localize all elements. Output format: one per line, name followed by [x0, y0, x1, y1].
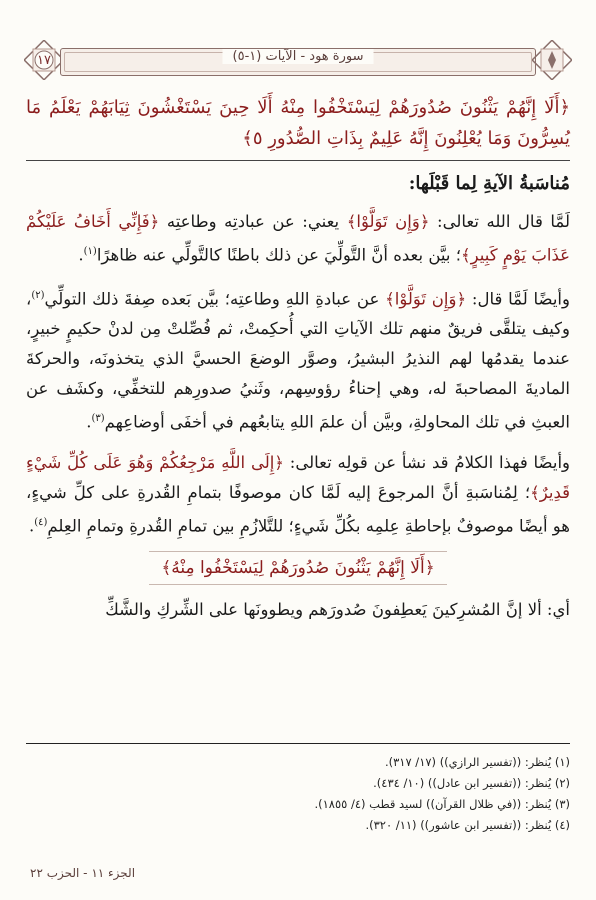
main-content — [26, 92, 570, 635]
quran-verse-top: ﴿أَلَا إِنَّهُمْ يَثْنُونَ صُدُورَهُمْ لِيَسْتَخْفُوا مِنْهُ أَلَا حِينَ يَسْتَغْشُونَ ثِيَابَهُمْ يَعْلَمُ مَا يُسِرُّونَ وَمَا يُعْلِنُونَ إِنَّهُ عَلِيمٌ بِذَاتِ الصُّدُورِ ٥﴾ — [26, 97, 570, 149]
footnote-divider — [26, 743, 570, 744]
footnote: (٤) يُنظر: ((تفسير ابن عاشور)) (١١/ ٣٢٠). — [365, 818, 570, 832]
text: وأيضًا لَمَّا قال: — [466, 289, 570, 308]
paragraph-3 — [26, 448, 570, 542]
page-footer: الجزء ١١ - الحزب ٢٢ — [30, 866, 136, 880]
footnote-ref[interactable]: (١) — [83, 246, 97, 257]
footnote-ref[interactable]: (٢) — [31, 289, 45, 301]
corner-ornament-icon — [532, 40, 572, 80]
text: ؛ بيَّن بعده أنَّ التَّولِّيَ عن ذلك باطنًا كالتَّولِّي عنه ظاهرًا — [96, 245, 461, 265]
text: . — [28, 516, 35, 535]
text: ، وكيف يتلقَّى فريقٌ منهم تلك الآياتِ التي أُحكِمتْ، ثم فُصِّلتْ مِن لدنْ حكيمٍ خبيرٍ، عندما يقدمُها لهم النذيرُ البشيرُ، وصوَّر الوضعَ الحسيَّ الذي يتخذونَه، والحركةَ الماديةَ المصاحبةَ له، وهي إحناءُ رؤوسِهم، وثَنيُ صدورِهم للتخفِّي، وكشَف عن العبثِ في تلك المحاولةِ، وبيَّن أن علمَ اللهِ يتابعُهم في أخفَى أوضاعِهم — [26, 289, 570, 432]
quran-verse-quote: ﴿أَلَا إِنَّهُمْ يَثْنُونَ صُدُورَهُمْ لِيَسْتَخْفُوا مِنْهُ﴾ — [149, 551, 446, 585]
quoted-verse-box — [26, 551, 570, 585]
quran-quote: ﴿فَإِنِّي أَخَافُ عَلَيْكُمْ عَذَابَ يَوْمٍ كَبِيرٍ﴾ — [26, 212, 570, 265]
footnote: (١) يُنظر: ((تفسير الرازي)) (١٧/ ٣١٧). — [384, 755, 570, 769]
text: لَمَّا قال الله تعالى: — [429, 212, 570, 231]
text: . — [78, 245, 84, 265]
section-heading: مُناسَبةُ الآيةِ لِما قَبْلَها: — [408, 173, 570, 194]
paragraph-1 — [26, 207, 570, 271]
footnote: (٣) يُنظر: ((في ظلال القرآن)) لسيد قطب (٤/ ١٨٥٥). — [314, 797, 570, 811]
footnotes — [26, 752, 570, 836]
footnote: (٢) يُنظر: ((تفسير ابن عادل)) (١٠/ ٤٣٤). — [373, 776, 570, 790]
quran-quote: ﴿إِلَى اللَّهِ مَرْجِعُكُمْ وَهُوَ عَلَى كُلِّ شَيْءٍ قَدِيرٌ﴾ — [26, 452, 570, 502]
quran-quote: ﴿وَإِن تَوَلَّوْا﴾ — [346, 212, 430, 231]
text: . — [86, 412, 92, 432]
text: وأيضًا فهذا الكلامُ قد نشأ عن قولِه تعالى: — [283, 452, 570, 472]
section-divider — [26, 160, 570, 161]
footnote-ref[interactable]: (٣) — [91, 413, 105, 424]
paragraph-2 — [26, 281, 570, 438]
quran-quote: ﴿وَإِن تَوَلَّوْا﴾ — [385, 289, 467, 308]
text: عن عبادةِ اللهِ وطاعتِه؛ بيَّن بَعده صِفةَ ذلك التولِّي — [44, 289, 386, 308]
page-header — [24, 40, 572, 84]
text: يعني: عن عبادتِه وطاعتِه — [159, 212, 347, 231]
paragraph-4: أي: ألا إنَّ المُشرِكينَ يَعطِفونَ صُدورَهم ويطوونَها على الشِّركِ والشَّكِّ — [105, 600, 570, 619]
page-title: سورة هود - الآيات (١-٥) — [223, 49, 374, 64]
footnote-ref[interactable]: (٤) — [34, 516, 48, 528]
text: ؛ لِمُناسَبةِ أنَّ المرجوعَ إليه لَمَّا كان موصوفًا بتمامِ القُدرةِ على كلِّ شيءٍ، هو أيضًا موصوفٌ بإحاطةِ عِلمِه بكُلِّ شَيءٍ؛ للتَّلازُمِ بين تمامِ القُدرةِ وتمامِ العِلمِ — [26, 482, 570, 535]
page-number: ١٧ — [37, 53, 51, 68]
